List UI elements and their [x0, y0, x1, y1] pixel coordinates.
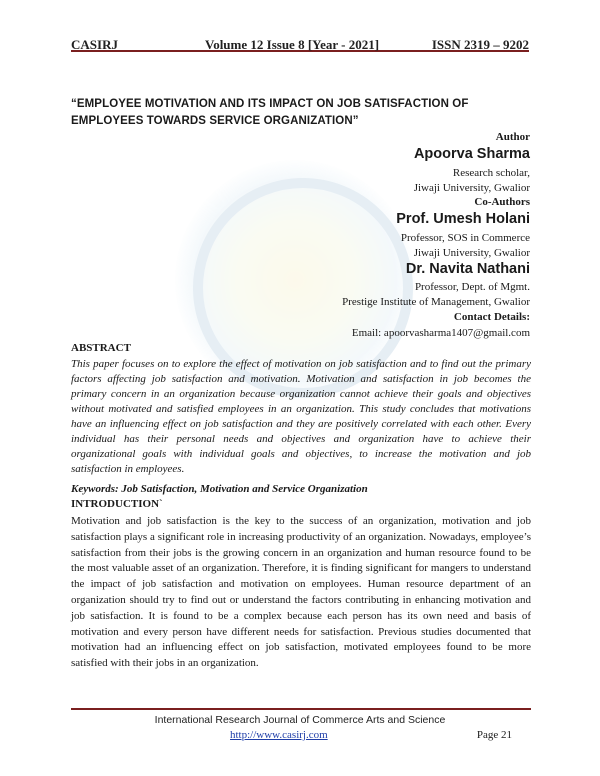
contact-email: Email: apoorvasharma1407@gmail.com	[351, 327, 530, 339]
coauthor-name: Prof. Umesh Holani	[396, 211, 530, 227]
coauthor-role: Professor, Dept. of Mgmt.	[414, 281, 530, 293]
introduction-text: Motivation and job satisfaction is the key to the success of an organization, motivation and job satisfaction plays a significant role in increasing productivity of an organization. Nowadays, employee’s satisfaction from their jobs is the growing concern in an organization and human resource found to be the most valuable asset of an organization. Therefore, it is finding significant for mangers to understand the impact of job satisfaction and motivation on employees. Human resource department of an organization should try to find out or understand the factors contributing in enhancing motivation and job satisfaction. It is found to be a complex because each person has its own need and basis of motivation and every person have different needs for satisfaction. Previous studies documented that motivation had an influencing effect on job satisfaction, motivated employees found to be more satisfied with their jobs in an organization.	[71, 515, 531, 670]
paper-title: “EMPLOYEE MOTIVATION AND ITS IMPACT ON JOB SATISFACTION OF EMPLOYEES TOWARDS SERVICE ORGANIZATION”	[71, 98, 469, 127]
contact-label: Contact Details:	[453, 311, 530, 323]
author-affiliation: Jiwaji University, Gwalior	[413, 182, 530, 194]
author-name: Apoorva Sharma	[413, 146, 530, 162]
coauthor-affiliation: Prestige Institute of Management, Gwalior	[342, 296, 530, 308]
author-label: Author	[495, 131, 530, 143]
footer-rule	[71, 708, 531, 710]
author-role: Research scholar,	[452, 167, 530, 179]
coauthor-affiliation: Jiwaji University, Gwalior	[413, 247, 530, 259]
keywords: Keywords: Job Satisfaction, Motivation and Service Organization	[71, 483, 368, 495]
introduction-heading: INTRODUCTION`	[71, 498, 163, 510]
running-header	[71, 28, 529, 52]
header-issn: ISSN 2319 – 9202	[431, 37, 529, 52]
abstract-text: This paper focuses on to explore the effect of motivation on job satisfaction and to find out the primary factors affecting job satisfaction and motivation. Motivation and satisfaction in job becomes the primary concern in an organization because organization cannot achieve their goals and objectives without motivated and satisfied employees in an organization. This study concludes that motivations have an influencing effect on job satisfaction and they are positively correlated with each other. Every individual has their personal needs and objectives and organization have to achieve their organizational goals with individual goals and objectives, to increase the motivation and job satisfaction in employees.	[71, 358, 531, 475]
coauthors-label: Co-Authors	[474, 196, 530, 208]
header-journal: CASIRJ	[71, 37, 118, 52]
footer-journal: International Research Journal of Commerce Arts and Science	[154, 714, 446, 726]
page-number: Page 21	[476, 729, 512, 741]
header-volume: Volume 12 Issue 8 [Year - 2021]	[205, 37, 380, 52]
coauthor-role: Professor, SOS in Commerce	[400, 232, 530, 244]
footer-journal-link[interactable]: http://www.casirj.com	[230, 729, 328, 741]
coauthor-name: Dr. Navita Nathani	[405, 261, 530, 277]
abstract-heading: ABSTRACT	[71, 342, 131, 354]
